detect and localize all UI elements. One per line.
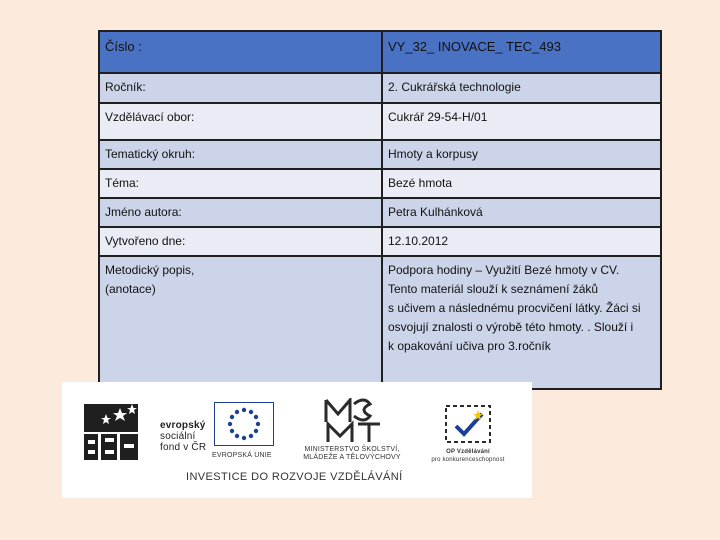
- row-label: Vzdělávací obor:: [99, 103, 382, 140]
- annotation-line: Tento materiál slouží k seznámení žáků: [388, 282, 599, 296]
- row-label: Vytvořeno dne:: [99, 227, 382, 256]
- annotation-label: [99, 256, 382, 389]
- row-label: Tematický okruh:: [99, 140, 382, 169]
- op-vk-logo-icon: [444, 404, 492, 444]
- eu-caption: EVROPSKÁ UNIE: [212, 452, 272, 459]
- annotation-label-line: (anotace): [105, 282, 156, 296]
- op-caption-line: pro konkurenceschopnost: [431, 457, 505, 463]
- table-row: [99, 73, 661, 103]
- table-row-annotation: [99, 256, 661, 389]
- row-label: Téma:: [99, 169, 382, 198]
- op-caption-line: OP Vzdělávání: [446, 449, 490, 455]
- row-value: 2. Cukrářská technologie: [382, 73, 661, 103]
- annotation-line: osvojují znalosti o výrobě této hmoty. . Slouží i: [388, 320, 634, 334]
- metadata-table: [98, 30, 662, 390]
- row-value: Petra Kulhánková: [382, 198, 661, 227]
- esf-text-line: sociální: [160, 431, 196, 442]
- table-row: [99, 103, 661, 140]
- table-row: [99, 169, 661, 198]
- msmt-caption-line: MINISTERSTVO ŠKOLSTVÍ,: [304, 446, 400, 453]
- row-label: Číslo :: [99, 31, 382, 73]
- table-row: [99, 31, 661, 73]
- row-value: Bezé hmota: [382, 169, 661, 198]
- row-value: Cukrář 29-54-H/01: [382, 103, 661, 140]
- esf-text-line: fond v ČR: [160, 442, 207, 453]
- row-value: Hmoty a korpusy: [382, 140, 661, 169]
- annotation-value: [382, 256, 661, 389]
- eu-flag-icon: [214, 402, 274, 446]
- annotation-line: k opakování učiva pro 3.ročník: [388, 339, 551, 353]
- annotation-line: s učivem a následnému procvičení látky. Žáci si: [388, 301, 641, 315]
- logo-bar: [62, 382, 532, 498]
- table-row: [99, 227, 661, 256]
- row-value: VY_32_ INOVACE_ TEC_493: [382, 31, 661, 73]
- row-value: 12.10.2012: [382, 227, 661, 256]
- msmt-caption-line: MLÁDEŽE A TĚLOVÝCHOVY: [303, 454, 401, 461]
- annotation-line: Podpora hodiny – Využití Bezé hmoty v CV.: [388, 263, 620, 277]
- annotation-label-line: Metodický popis,: [105, 263, 195, 277]
- row-label: Ročník:: [99, 73, 382, 103]
- table-row: [99, 198, 661, 227]
- msmt-logo-icon: [320, 398, 384, 444]
- table-row: [99, 140, 661, 169]
- investment-slogan: INVESTICE DO ROZVOJE VZDĚLÁVÁNÍ: [186, 471, 403, 483]
- row-label: Jméno autora:: [99, 198, 382, 227]
- esf-logo-icon: [84, 400, 156, 462]
- esf-text-line: evropský: [160, 420, 206, 431]
